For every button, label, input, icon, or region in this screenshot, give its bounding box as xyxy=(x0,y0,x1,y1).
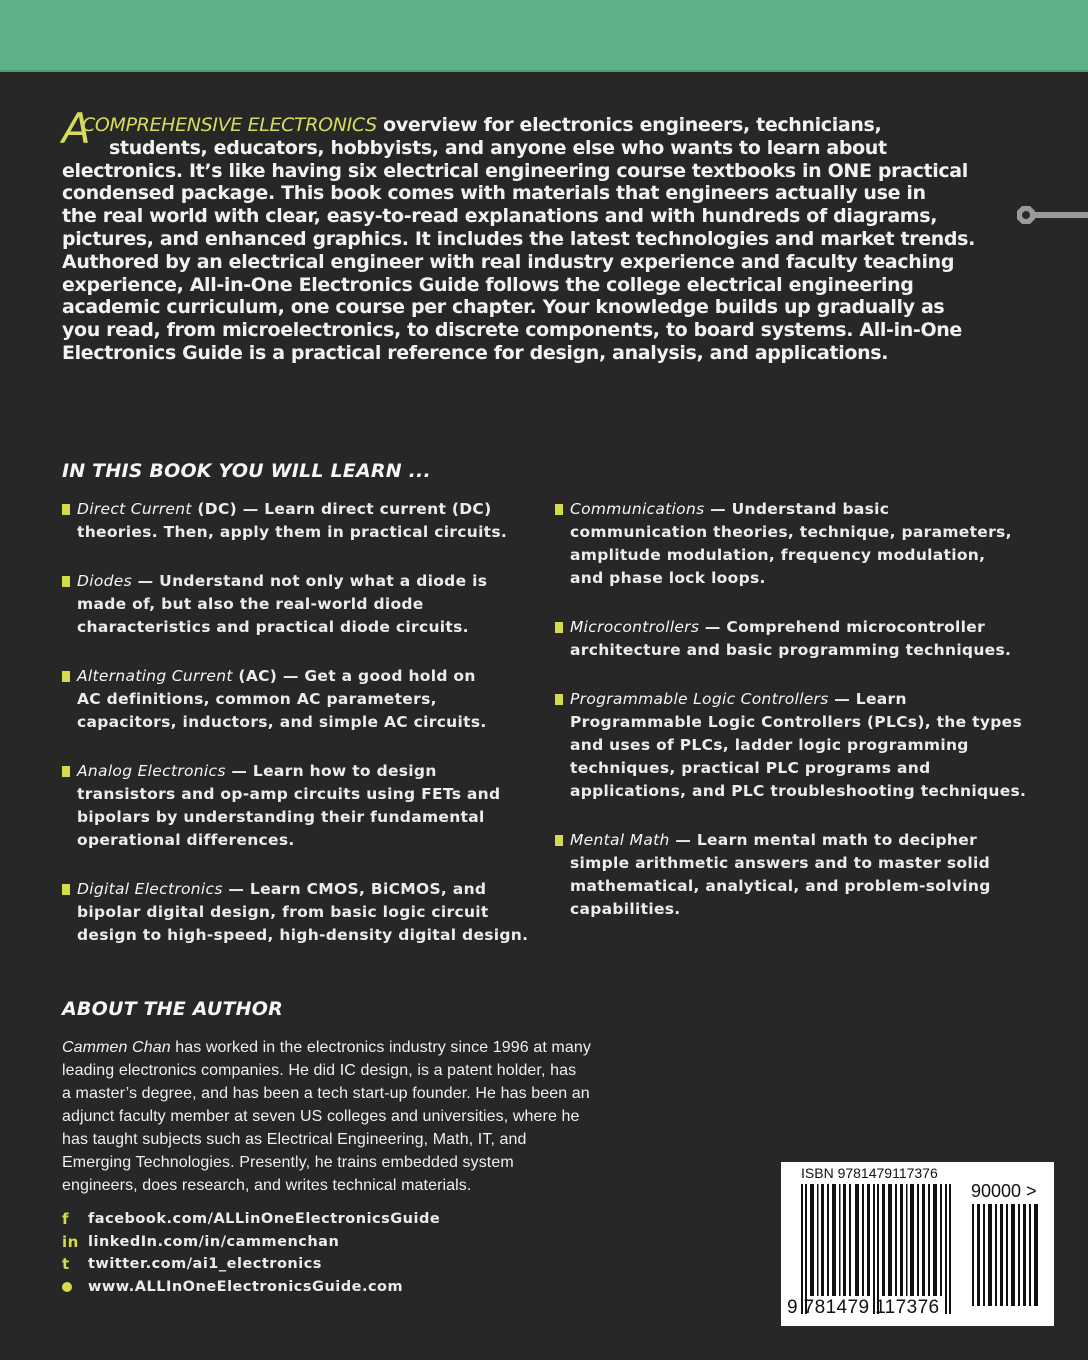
intro-line: experience, All-in-One Electronics Guide follows the college electrical engineering xyxy=(62,273,914,296)
isbn-barcode xyxy=(781,1162,1054,1326)
facebook-icon: f xyxy=(62,1210,70,1229)
learn-item-digital-electronics: Digital Electronics — Learn CMOS, BiCMOS, and bipolar digital design, from basic logic circuit design to high-speed, high-density digital design. xyxy=(62,878,532,947)
bullet-icon xyxy=(62,504,70,515)
bullet-icon xyxy=(62,766,70,777)
learn-item-analog-electronics: Analog Electronics — Learn how to design transistors and op-amp circuits using FETs and bipolars by understanding their fundamental operational differences. xyxy=(62,760,532,852)
author-bio: Cammen Chan has worked in the electronics industry since 1996 at many leading electronics companies. He did IC design, is a patent holder, has a master’s degree, and has been a tech start-up founder. He has been an adjunct faculty member at seven US colleges and universities, where he has taught subjects such as Electrical Engineering, Math, IT, and Emerging Technologies. Presently, he trains embedded system engineers, does research, and writes technical materials. xyxy=(62,1039,591,1194)
learn-item-microcontrollers: Microcontrollers — Comprehend microcontroller architecture and basic programming techniques. xyxy=(555,616,1025,662)
bullet-icon xyxy=(62,884,70,895)
learn-list-right xyxy=(555,498,1025,921)
social-website[interactable] xyxy=(62,1276,440,1299)
barcode-bars-main xyxy=(799,1184,959,1314)
dropcap-letter: A xyxy=(62,104,91,153)
intro-line: pictures, and enhanced graphics. It includes the latest technologies and market trends. xyxy=(62,227,976,250)
circuit-trace-icon xyxy=(1016,204,1088,226)
author-name: Cammen Chan xyxy=(62,1039,171,1056)
social-facebook[interactable] xyxy=(62,1208,440,1231)
learn-item-plc: Programmable Logic Controllers — Learn Programmable Logic Controllers (PLCs), the types and uses of PLCs, ladder logic programming techniques, practical PLC programs and applications, and PLC troubleshooting techniques. xyxy=(555,688,1025,803)
bullet-icon xyxy=(555,835,563,846)
intro-line: you read, from microelectronics, to discrete components, to board systems. All-in-One xyxy=(62,319,962,342)
bullet-icon xyxy=(555,622,563,633)
bullet-icon xyxy=(555,694,563,705)
intro-line: electronics. It’s like having six electrical engineering course textbooks in ONE practical xyxy=(62,159,968,182)
bullet-icon xyxy=(555,504,563,515)
price-code: 90000 > xyxy=(971,1181,1037,1201)
intro-line: academic curriculum, one course per chapter. Your knowledge builds up gradually as xyxy=(62,296,945,319)
website-icon xyxy=(62,1278,88,1296)
bullet-icon xyxy=(62,576,70,587)
learn-item-diodes: Diodes — Understand not only what a diode is made of, but also the real-world diode characteristics and practical diode circuits. xyxy=(62,570,532,639)
intro-line: condensed package. This book comes with materials that engineers actually use in xyxy=(62,182,926,205)
barcode-digits: 9 781479 117376 xyxy=(787,1297,940,1318)
social-twitter[interactable] xyxy=(62,1253,440,1276)
learn-item-direct-current: Direct Current (DC) — Learn direct current (DC) theories. Then, apply them in practical circuits. xyxy=(62,498,532,544)
social-link-text[interactable]: www.ALLInOneElectronicsGuide.com xyxy=(88,1278,404,1295)
social-link-text[interactable]: twitter.com/ai1_electronics xyxy=(88,1256,322,1273)
intro-line: the real world with clear, easy-to-read explanations and with hundreds of diagrams, xyxy=(62,205,938,228)
learn-item-alternating-current: Alternating Current (AC) — Get a good hold on AC definitions, common AC parameters, capacitors, inductors, and simple AC circuits. xyxy=(62,665,532,734)
bullet-icon xyxy=(62,671,70,682)
intro-line: COMPREHENSIVE ELECTRONICS overview for electronics engineers, technicians, xyxy=(82,114,882,136)
social-link-text[interactable]: linkedIn.com/in/cammenchan xyxy=(88,1233,340,1250)
author-heading: ABOUT THE AUTHOR xyxy=(62,998,283,1020)
barcode-bars-addon xyxy=(972,1204,1044,1306)
social-links xyxy=(62,1208,440,1298)
intro-line: students, educators, hobbyists, and anyone else who wants to learn about xyxy=(109,136,887,159)
learn-item-mental-math: Mental Math — Learn mental math to decipher simple arithmetic answers and to master solid mathematical, analytical, and problem-solving capabilities. xyxy=(555,829,1025,921)
linkedin-icon: in xyxy=(62,1232,79,1251)
twitter-icon: t xyxy=(62,1255,70,1274)
learn-heading: IN THIS BOOK YOU WILL LEARN ... xyxy=(62,460,431,482)
top-color-band xyxy=(0,0,1088,72)
intro-line: Electronics Guide is a practical reference for design, analysis, and applications. xyxy=(62,341,889,364)
learn-item-communications: Communications — Understand basic communication theories, technique, parameters, amplitude modulation, frequency modulation, and phase lock loops. xyxy=(555,498,1025,590)
intro-paragraph xyxy=(62,104,976,365)
isbn-label: ISBN 9781479117376 xyxy=(801,1165,938,1181)
learn-list-left xyxy=(62,498,532,947)
intro-lead: COMPREHENSIVE ELECTRONICS xyxy=(82,114,377,136)
social-linkedin[interactable] xyxy=(62,1231,440,1254)
intro-line: Authored by an electrical engineer with real industry experience and faculty teaching xyxy=(62,250,955,273)
social-link-text[interactable]: facebook.com/ALLinOneElectronicsGuide xyxy=(88,1211,441,1228)
